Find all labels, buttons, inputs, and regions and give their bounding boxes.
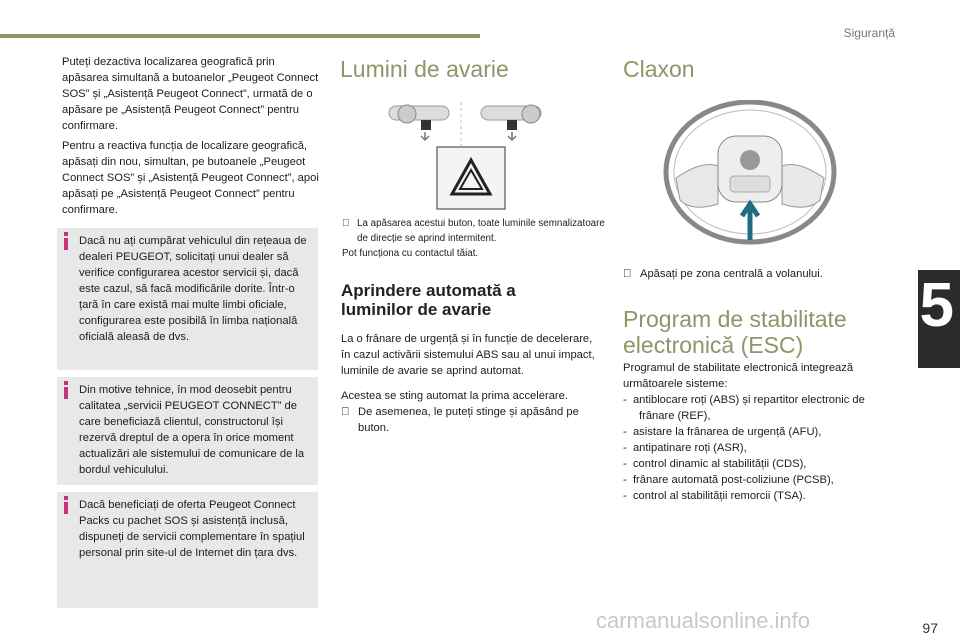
auto-hazard-body: La o frânare de urgență și în funcție de decelerare, în cazul activării sistemului ABS sau al unui impact, luminile de avarie se aprind automat.: [341, 333, 595, 377]
esc-title: Program de stabilitate electronică (ESC): [623, 306, 847, 358]
list-item: - antiblocare roți (ABS) și repartitor electronic de frânare (REF),: [623, 394, 865, 422]
top-accent-bar: [0, 34, 480, 38]
info-note-updates: [57, 377, 318, 485]
auto-hazard-bullet-mark: [341, 404, 349, 420]
hazard-bullet-text: La apăsarea acestui buton, toate luminile semnalizatoare de direcție se aprind intermitent.: [357, 218, 605, 244]
horn-title: Claxon: [623, 56, 695, 82]
watermark: carmanualsonline.info: [596, 608, 811, 633]
auto-hazard-body-2: Acestea se sting automat la prima accelerare.: [341, 390, 568, 402]
info-icon: [63, 496, 69, 512]
hazard-bullet-mark: [342, 216, 349, 231]
hazard-extra-note: Pot funcționa cu contactul tăiat.: [342, 248, 479, 259]
geo-disable-paragraph: Puteți dezactiva localizarea geografică prin apăsarea simultană a butoanelor „Peugeot Connect SOS” și „Asistență Peugeot Connect”, urmată de o apăsare pe „Asistență Peugeot Connect” pentru confirmare.: [62, 56, 319, 132]
list-item: - asistare la frânarea de urgență (AFU),: [623, 426, 822, 438]
horn-bullet-mark: [623, 266, 631, 282]
page-number: 97: [922, 620, 938, 636]
list-item: - antipatinare roți (ASR),: [623, 442, 747, 454]
note-text: Din motive tehnice, în mod deosebit pentru calitatea „servicii PEUGEOT CONNECT” de care beneficiază clientul, constructorul își rezervă dreptul de a opera în orice moment actualizări ale sistemului de comunicare de la bordul vehiculului.: [79, 384, 305, 476]
esc-intro: Programul de stabilitate electronică integrează următoarele sisteme:: [623, 362, 854, 390]
info-note-packs: [57, 492, 318, 608]
section-title: Siguranță: [843, 26, 895, 40]
steering-wheel-left-icon: [389, 105, 449, 140]
steering-wheel-right-icon: [481, 105, 541, 140]
info-icon: [63, 381, 69, 397]
horn-bullet: Apăsați pe zona centrală a volanului.: [640, 268, 823, 280]
list-item: - frânare automată post-coliziune (PCSB),: [623, 474, 834, 486]
info-icon: [63, 232, 69, 248]
hazard-lights-title: Lumini de avarie: [340, 56, 509, 82]
esc-systems-list: [623, 392, 893, 504]
auto-hazard-bullet: De asemenea, le puteți stinge și apăsând pe buton.: [358, 406, 579, 434]
info-note-dealer: [57, 228, 318, 370]
list-item: - control al stabilității remorcii (TSA).: [623, 490, 806, 502]
note-text: Dacă beneficiați de oferta Peugeot Connect Packs cu pachet SOS și asistență inclusă, dispuneți de servicii complementare în spațiul personal prin site-ul de Internet din țara dvs.: [79, 499, 305, 559]
auto-hazard-title: Aprindere automată a luminilor de avarie: [341, 281, 516, 319]
hazard-switch-illustration: [385, 100, 555, 150]
hazard-button-icon: [436, 146, 506, 210]
chapter-number: 5: [919, 271, 954, 340]
note-text: Dacă nu ați cumpărat vehiculul din rețeaua de dealeri PEUGEOT, solicitați unui dealer să verifice configurarea acestor servicii și, dacă este cazul, să facă modificările dorite. Într-o țară în care există mai multe limbi oficiale, configurarea este posibilă în limba națională oficială aleasă de dvs.: [79, 235, 307, 343]
steering-wheel-horn-illustration: [662, 100, 838, 248]
geo-enable-paragraph: Pentru a reactiva funcția de localizare geografică, apăsați din nou, simultan, pe butoanele „Peugeot Connect SOS” și „Asistență Peugeot Connect”, apoi apăsați pe „Asistență Peugeot Connect” pentru confirmare.: [62, 140, 319, 216]
list-item: - control dinamic al stabilității (CDS),: [623, 458, 807, 470]
